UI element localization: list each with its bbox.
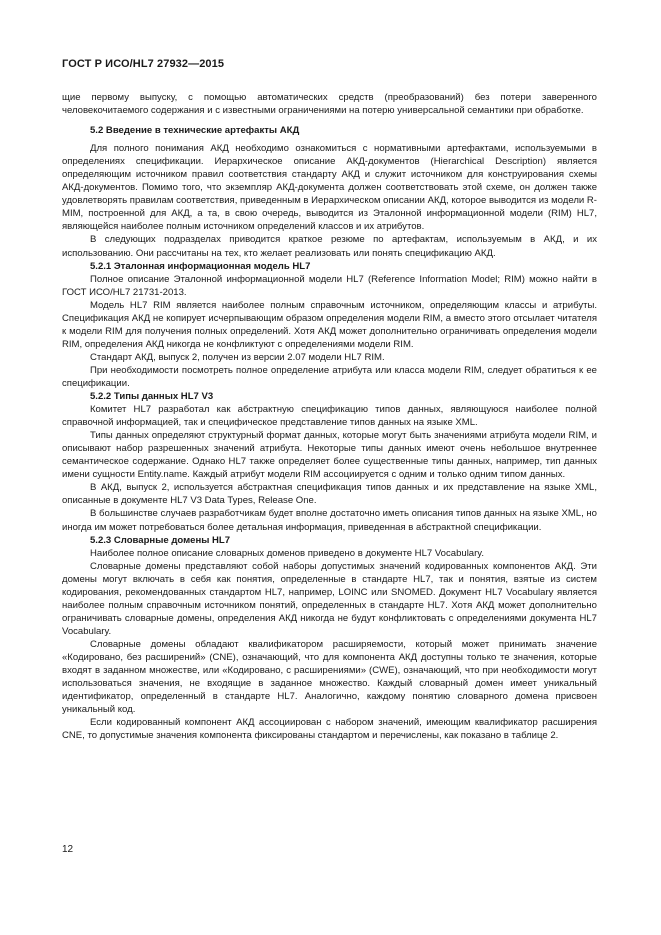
body-paragraph: Словарные домены представляют собой наборы допустимых значений кодированных компонентов АКД. Эти домены могут включать в себя как понятия, определенные в стандарте HL7, так и понятия, взятые из систем кодирования, рекомендованных стандартом HL7, например, LOINC или SNOMED. Документ HL7 Vocabulary является наиболее полным справочным источником понятий, определенных в стандарте HL7. Хотя АКД может дополнительно ограничивать словарные домены, определения АКД никогда не будут конфликтовать с определениями документа HL7 Vocabulary. [62, 560, 597, 637]
body-paragraph: Для полного понимания АКД необходимо ознакомиться с нормативными артефактами, используемыми в определениях спецификации. Иерархическое описание АКД-документов (Hierarchical Description) является определяющим источником правил соответствия стандарту АКД и служит источником для конструирования схемы АКД-документов. Помимо того, что экземпляр АКД-документа должен соответствовать этой схеме, он должен также удовлетворять правилам соответствия, приведенным в Иерархическом описании АКД, которое выводится из модели R-MIM, построенной для АКД, а та, в свою очередь, выводится из Эталонной информационной модели (RIM) HL7, являющейся наиболее полным источником определений классов и их атрибутов. [62, 143, 597, 233]
body-paragraph: Полное описание Эталонной информационной модели HL7 (Reference Information Model; RIM) можно найти в ГОСТ ИСО/HL7 21731-2013. [62, 273, 597, 298]
section-heading: 5.2.1 Эталонная информационная модель HL7 [90, 260, 311, 272]
section-heading: 5.2.3 Словарные домены HL7 [90, 534, 231, 546]
body-paragraph: Если кодированный компонент АКД ассоциирован с набором значений, имеющим квалификатор расширения CNE, то допустимые значения компонента фиксированы стандартом и перечислены, как показано в таблице 2. [62, 717, 597, 742]
body-paragraph: Комитет HL7 разработал как абстрактную спецификацию типов данных, являющуюся наиболее полной справочной информацией, так и специфическое представление типов данных на языке XML. [62, 404, 597, 429]
body-paragraph: Типы данных определяют структурный формат данных, которые могут быть значениями атрибута модели RIM, и описывают набор разрешенных значений атрибута. Некоторые типы данных имеют очень небольшое внутреннее семантическое содержание. Однако HL7 также определяет более существенные типы данных, например, тип данных имени сущности Entity.name. Каждый атрибут модели RIM ассоциируется с одним и только одним типом данных. [62, 430, 597, 481]
body-paragraph: щие первому выпуску, с помощью автоматических средств (преобразований) без потери заверенного человекочитаемого содержания и с известными ограничениями на потерю универсальной семантики при обработке. [62, 92, 597, 117]
body-paragraph: Модель HL7 RIM является наиболее полным справочным источником, определяющим классы и атрибуты. Спецификация АКД не копирует исчерпывающим образом определения модели RIM, а вместо этого отсылает читателя к модели RIM для получения полных определений. Хотя АКД может дополнительно ограничивать определения модели RIM, определения АКД никогда не конфликтуют с определениями модели RIM. [62, 299, 597, 350]
body-paragraph: В большинстве случаев разработчикам будет вполне достаточно иметь описания типов данных на языке XML, но иногда им может потребоваться более детальная информация, приведенная в абстрактной спецификации. [62, 508, 597, 533]
body-paragraph: Словарные домены обладают квалификатором расширяемости, который может принимать значение «Кодировано, без расширений» (CNE), означающий, что для компонента АКД доступны только те значения, которые входят в заданном множестве, или «Кодировано, с расширениями» (CWE), означающий, что при необходимости могут использоваться значения, не входящие в заданное множество. Каждый словарный домен имеет уникальный идентификатор, определенный в стандарте HL7. Аналогично, каждому понятию словарного домена присвоен уникальный код. [62, 638, 597, 716]
body-paragraph: Стандарт АКД, выпуск 2, получен из версии 2.07 модели HL7 RIM. [90, 351, 385, 363]
document-body [62, 91, 597, 742]
section-heading: 5.2.2 Типы данных HL7 V3 [90, 391, 214, 403]
document-header: ГОСТ Р ИСО/HL7 27932—2015 [62, 58, 225, 70]
page-number: 12 [62, 844, 74, 855]
body-paragraph: В следующих подразделах приводится краткое резюме по артефактам, используемым в АКД, и их использованию. Они рассчитаны на тех, кто желает реализовать или понять спецификацию АКД. [62, 234, 597, 259]
section-heading: 5.2 Введение в технические артефакты АКД [90, 125, 300, 137]
body-paragraph: При необходимости посмотреть полное определение атрибута или класса модели RIM, следует обратиться к ее спецификации. [62, 364, 597, 389]
body-paragraph: Наиболее полное описание словарных доменов приведено в документе HL7 Vocabulary. [90, 547, 485, 559]
body-paragraph: В АКД, выпуск 2, используется абстрактная спецификация типов данных и их представление на языке XML, описанные в документе HL7 V3 Data Types, Release One. [62, 482, 597, 507]
